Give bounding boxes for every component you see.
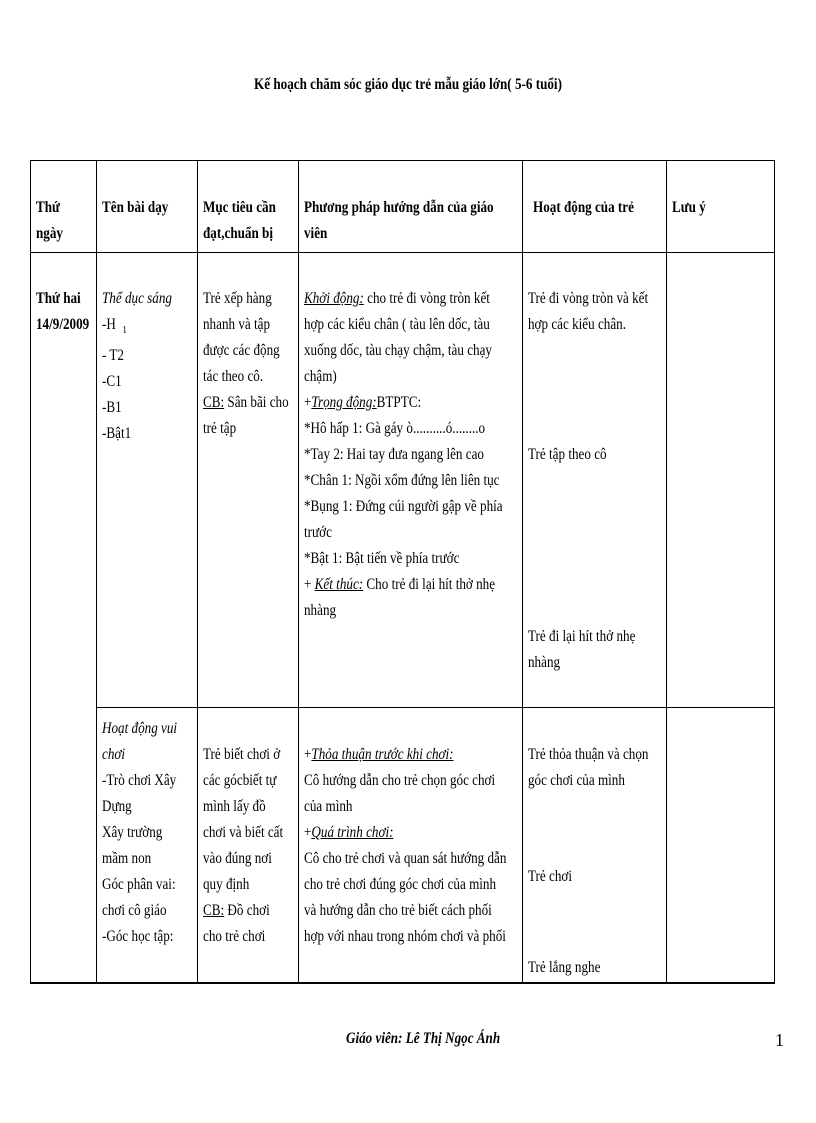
lesson-cell <box>102 286 172 447</box>
header-day: Thứ ngày <box>36 199 63 242</box>
warmup-line: Khởi động: cho trẻ đi vòng tròn kết <box>304 290 490 307</box>
method-cell: Khởi động: cho trẻ đi vòng tròn kết hợp các kiểu chân ( tàu lên dốc, tàu xuống dốc, tàu chạy chậm, tàu chạy chậm) +Trọng động:BTPTC: *Hô hấp 1: Gà gáy ò..........ó........o *Tay 2: Hai tay đưa ngang lên cao *Chân 1: Ngồi xổm đứng lên liên tục *Bụng 1: Đứng cúi người gập về phía trước *Bật 1: Bật tiến về phía trước + Kết thúc: Cho trẻ đi lại hít thở nhẹ nhàng <box>304 286 503 624</box>
column-divider <box>197 160 198 982</box>
activity-cell: Trẻ tập theo cô <box>528 446 607 463</box>
lesson-item: -Trò chơi Xây <box>102 772 177 789</box>
header-goals: Mục tiêu cần đạt,chuẩn bị <box>203 199 276 242</box>
teacher-name: Giáo viên: Lê Thị Ngọc Ánh <box>346 1030 501 1047</box>
play-process-line: +Quá trình chơi: <box>304 824 394 841</box>
activity-cell: Trẻ đi lại hít thở nhẹ nhàng <box>528 628 636 671</box>
lesson-title: Thể dục sáng <box>102 290 172 307</box>
header-lesson: Tên bài dạy <box>102 199 169 216</box>
goals-cell: Trẻ xếp hàng nhanh và tập được các động tác theo cô. CB: Sân bãi cho trẻ tập <box>203 290 289 437</box>
header-note: Lưu ý <box>672 199 706 216</box>
table-bottom-border <box>30 982 775 984</box>
row-divider <box>96 707 775 708</box>
page-number: 1 <box>775 1030 784 1050</box>
lesson-item: -H $_1$ <box>102 316 127 337</box>
goals-cell: Trẻ biết chơi ở các gócbiết tự mình lấy đồ chơi và biết cất vào đúng nơi quy định CB: Đồ chơi cho trẻ chơi <box>203 746 284 945</box>
lesson-item: -Góc học tập: <box>102 928 174 945</box>
column-divider <box>666 160 667 982</box>
method-cell: +Thỏa thuận trước khi chơi: Cô hướng dẫn cho trẻ chọn góc chơi của mình +Quá trình chơi: Cô cho trẻ chơi và quan sát hướng dẫn cho trẻ chơi đúng góc chơi của mình và hướng dẫn cho trẻ biết cách phối hợp với nhau trong nhóm chơi và phối <box>304 742 506 950</box>
activity-cell: Trẻ lắng nghe <box>528 959 601 976</box>
page-title: Kế hoạch chăm sóc giáo dục trẻ mẫu giáo lớn( 5-6 tuổi) <box>254 76 562 93</box>
lesson-item: -B1 <box>102 399 122 417</box>
header-row-divider <box>30 252 775 253</box>
activity-cell: Trẻ thỏa thuận và chọn góc chơi của mình <box>528 746 649 789</box>
lesson-item: chơi cô giáo <box>102 902 167 919</box>
lesson-item: -Bật1 <box>102 425 132 443</box>
lesson-item: Dựng <box>102 798 132 815</box>
lesson-cell: Hoạt động vui chơi -Trò chơi Xây Dựng Xây trường mầm non Góc phân vai: chơi cô giáo -Góc học tập: <box>102 716 177 950</box>
day-cell: Thứ hai 14/9/2009 <box>36 290 90 333</box>
activity-cell: Trẻ chơi <box>528 868 572 885</box>
activity-cell: Trẻ đi vòng tròn và kết hợp các kiểu chân. <box>528 290 649 333</box>
column-divider <box>96 160 97 982</box>
lesson-item: Xây trường <box>102 824 163 841</box>
lesson-title: Hoạt động vui <box>102 720 178 737</box>
agreement-line: +Thỏa thuận trước khi chơi: <box>304 746 454 763</box>
prep-line: CB: Sân bãi cho <box>203 394 289 411</box>
lesson-item: - T2 <box>102 347 124 365</box>
header-activity: Hoạt động của trẻ <box>533 199 634 216</box>
prep-line: CB: Đồ chơi <box>203 902 270 919</box>
lesson-item: -C1 <box>102 373 122 391</box>
lesson-item: mầm non <box>102 850 152 867</box>
main-exercise-line: +Trọng động:BTPTC: <box>304 394 422 411</box>
column-divider <box>298 160 299 982</box>
header-method: Phương pháp hướng dẫn của giáo viên <box>304 199 494 242</box>
cooldown-line: + Kết thúc: Cho trẻ đi lại hít thở nhẹ <box>304 576 496 593</box>
lesson-item: Góc phân vai: <box>102 876 176 893</box>
column-divider <box>522 160 523 982</box>
